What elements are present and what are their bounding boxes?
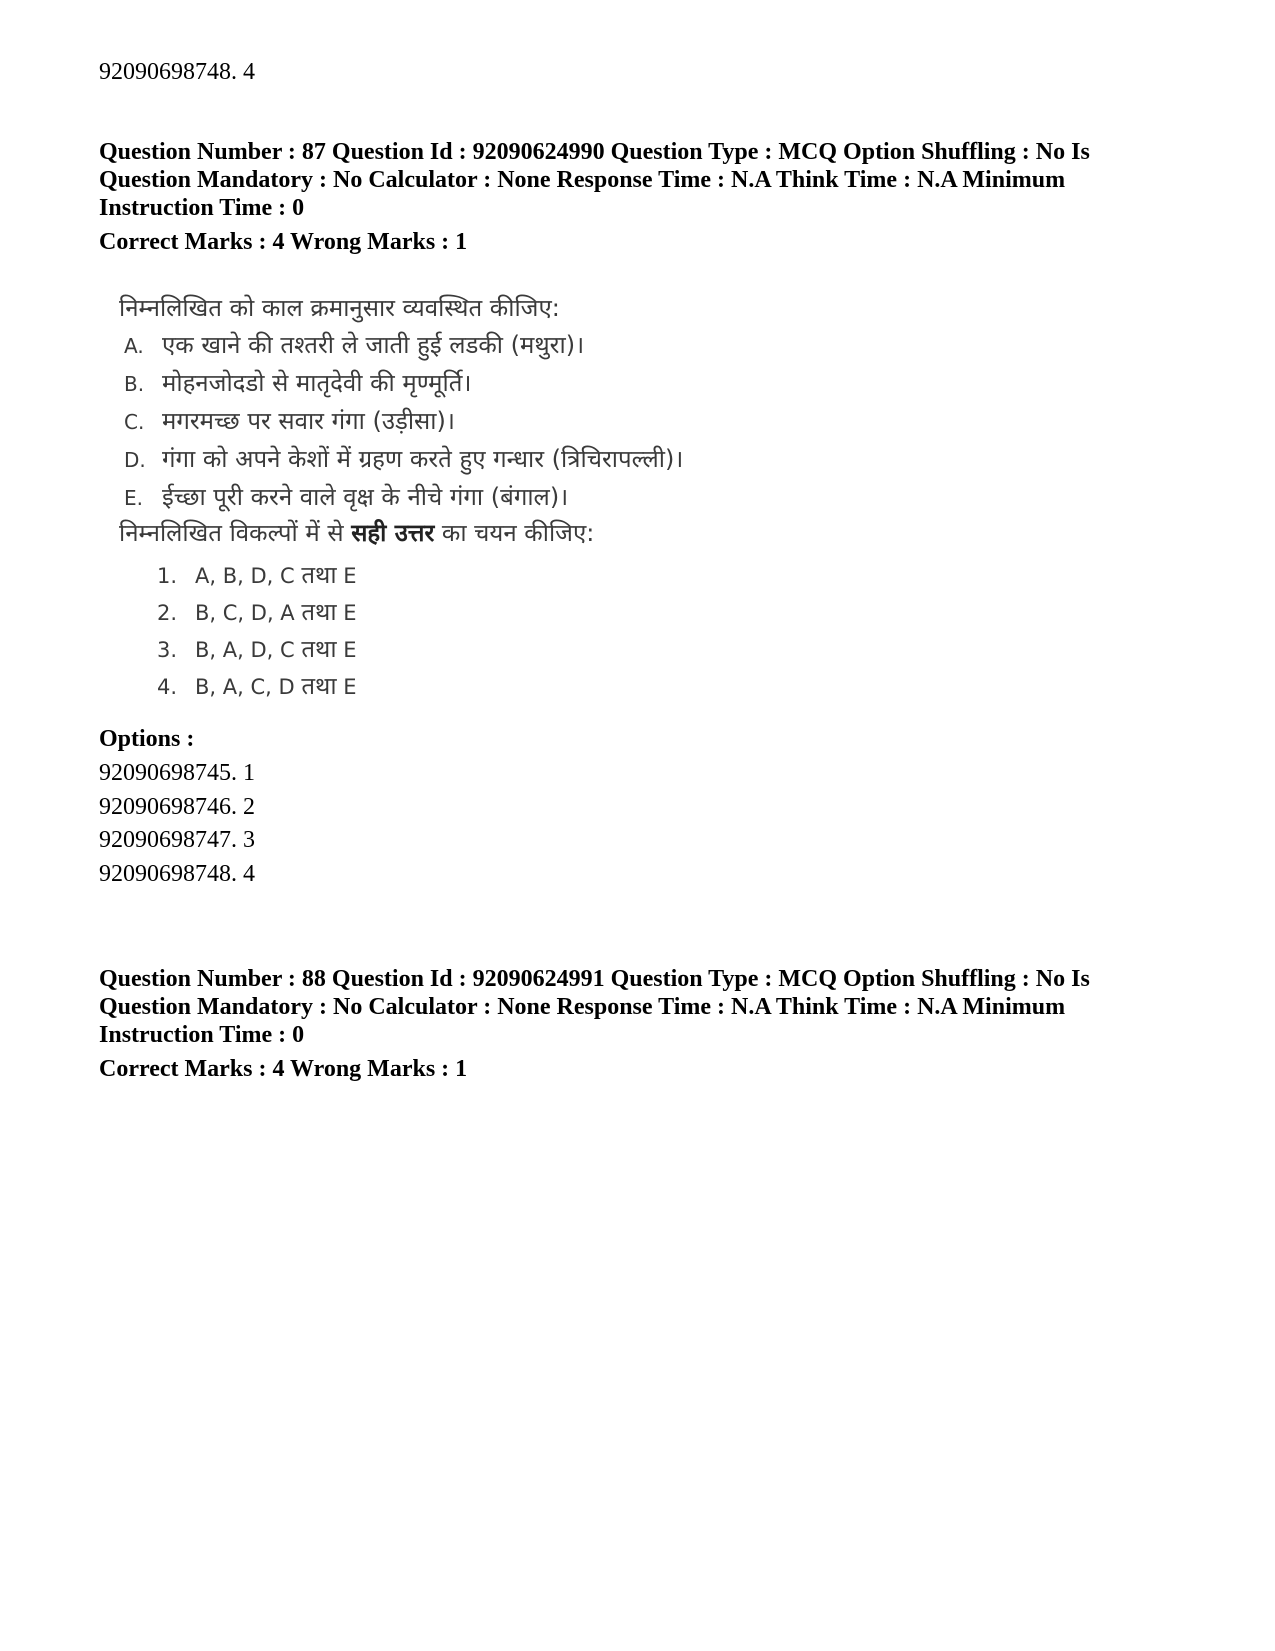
choice-conjunction: तथा <box>301 635 337 663</box>
q88-meta-line-2: Question Mandatory : No Calculator : None Response Time : N.A Think Time : N.A Minimum <box>99 994 1066 1020</box>
statement-label: E. <box>124 486 143 510</box>
q87-meta-line-2: Question Mandatory : No Calculator : None Response Time : N.A Think Time : N.A Minimum <box>99 167 1066 193</box>
statement-label: A. <box>124 334 144 358</box>
statement-label: C. <box>124 410 145 434</box>
choice-sequence: B, A, D, C <box>195 638 302 662</box>
choice-conjunction: तथा <box>301 672 337 700</box>
choice-conjunction: तथा <box>301 598 337 626</box>
q87-marks: Correct Marks : 4 Wrong Marks : 1 <box>99 229 468 255</box>
choice-sequence: B, C, D, A <box>195 601 302 625</box>
q87-option-2: 92090698746. 2 <box>99 794 255 820</box>
statement-text: गंगा को अपने केशों में ग्रहण करते हुए गन्धार (त्रिचिरापल्ली)। <box>162 445 684 473</box>
choose-prefix: निम्नलिखित विकल्पों में से <box>119 519 352 547</box>
choose-bold: सही उत्तर <box>351 519 435 547</box>
q88-meta-line-3: Instruction Time : 0 <box>99 1022 305 1048</box>
statement-label: D. <box>124 448 146 472</box>
q87-option-1: 92090698745. 1 <box>99 760 255 786</box>
q87-choice-4 <box>157 671 357 702</box>
choice-number: 2. <box>157 601 178 625</box>
q87-statement-e <box>124 481 568 514</box>
q87-prompt: निम्नलिखित को काल क्रमानुसार व्यवस्थित कीजिए: <box>119 294 560 322</box>
q87-meta-line-3: Instruction Time : 0 <box>99 195 305 221</box>
q87-meta-line-1: Question Number : 87 Question Id : 92090624990 Question Type : MCQ Option Shuffling : No Is <box>99 139 1090 165</box>
statement-text: ईच्छा पूरी करने वाले वृक्ष के नीचे गंगा (बंगाल)। <box>162 483 569 511</box>
choice-last: E <box>336 675 357 699</box>
statement-text: मोहनजोदडो से मातृदेवी की मृण्मूर्ति। <box>162 369 472 397</box>
q87-choose-instruction <box>119 517 594 549</box>
q87-statement-a <box>124 329 584 362</box>
q87-option-4: 92090698748. 4 <box>99 861 255 887</box>
q87-options-heading: Options : <box>99 726 195 752</box>
previous-option-line: 92090698748. 4 <box>99 59 255 85</box>
choice-number: 3. <box>157 638 178 662</box>
q87-choice-3 <box>157 634 357 665</box>
statement-label: B. <box>124 372 145 396</box>
q87-statement-c <box>124 405 455 438</box>
q87-statement-b <box>124 367 472 400</box>
choice-number: 1. <box>157 564 178 588</box>
q87-choice-1 <box>157 560 357 591</box>
choice-last: E <box>336 564 357 588</box>
q87-choice-2 <box>157 597 357 628</box>
statement-text: मगरमच्छ पर सवार गंगा (उड़ीसा)। <box>162 407 455 435</box>
q87-statement-d <box>124 443 683 476</box>
choice-last: E <box>336 601 357 625</box>
q87-option-3: 92090698747. 3 <box>99 827 255 853</box>
choice-sequence: B, A, C, D <box>195 675 302 699</box>
choice-conjunction: तथा <box>301 561 337 589</box>
q87-question-image <box>115 292 735 722</box>
choose-suffix: का चयन कीजिए: <box>434 519 595 547</box>
choice-number: 4. <box>157 675 178 699</box>
choice-sequence: A, B, D, C <box>195 564 302 588</box>
q88-marks: Correct Marks : 4 Wrong Marks : 1 <box>99 1056 468 1082</box>
choice-last: E <box>336 638 357 662</box>
q88-meta-line-1: Question Number : 88 Question Id : 92090624991 Question Type : MCQ Option Shuffling : No Is <box>99 966 1090 992</box>
statement-text: एक खाने की तश्तरी ले जाती हुई लडकी (मथुरा)। <box>162 331 585 359</box>
